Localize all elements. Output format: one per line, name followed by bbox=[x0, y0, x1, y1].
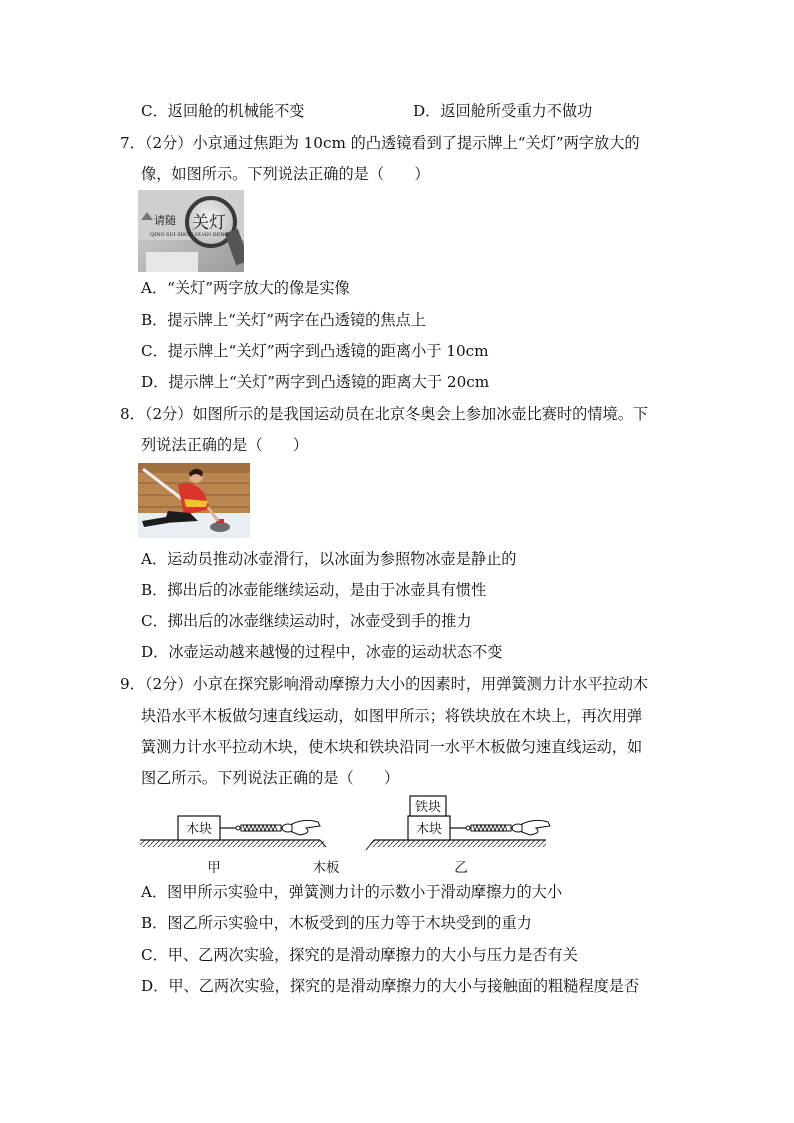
q8-stem-line2: 列说法正确的是（ ） bbox=[141, 436, 309, 454]
figure-label-jia: 甲 bbox=[207, 860, 221, 876]
svg-text:QING SUI SHOU GUAN DENG: QING SUI SHOU GUAN DENG bbox=[150, 232, 229, 238]
q7-option-d: D．提示牌上“关灯”两字到凸透镜的距离大于 20cm bbox=[141, 373, 490, 391]
q9-option-d: D．甲、乙两次实验，探究的是滑动摩擦力的大小与接触面的粗糙程度是否 bbox=[141, 977, 640, 995]
q8-option-d: D．冰壶运动越来越慢的过程中，冰壶的运动状态不变 bbox=[141, 643, 503, 661]
q8-option-c: C．掷出后的冰壶继续运动时，冰壶受到手的推力 bbox=[141, 612, 472, 630]
wood-block-right-label: 木块 bbox=[415, 822, 443, 837]
q9-stem-line4: 图乙所示。下列说法正确的是（ ） bbox=[141, 769, 400, 787]
figure-label-yi: 乙 bbox=[454, 860, 468, 876]
q7-stem-line2: 像，如图所示。下列说法正确的是（ ） bbox=[141, 165, 430, 183]
q6-option-d: D．返回舱所受重力不做功 bbox=[413, 102, 593, 120]
q7-option-c: C．提示牌上“关灯”两字到凸透镜的距离小于 10cm bbox=[141, 342, 489, 360]
q7-stem-line1: 7．（2分）小京通过焦距为 10cm 的凸透镜看到了提示牌上“关灯”两字放大的 bbox=[120, 134, 640, 152]
q8-option-a: A．运动员推动冰壶滑行，以冰面为参照物冰壶是静止的 bbox=[141, 550, 517, 568]
q7-option-a: A．“关灯”两字放大的像是实像 bbox=[141, 279, 350, 297]
spring-scale-right bbox=[450, 820, 550, 835]
q9-stem-line2: 块沿水平木板做匀速直线运动，如图甲所示；将铁块放在木块上，再次用弹 bbox=[141, 707, 643, 725]
q8-option-b: B．掷出后的冰壶能继续运动，是由于冰壶具有惯性 bbox=[141, 581, 487, 599]
q9-option-a: A．图甲所示实验中，弹簧测力计的示数小于滑动摩擦力的大小 bbox=[141, 883, 563, 901]
board-right bbox=[366, 840, 546, 850]
q9-option-c: C．甲、乙两次实验，探究的是滑动摩擦力的大小与压力是否有关 bbox=[141, 946, 578, 964]
q8-stem-line1: 8．（2分）如图所示的是我国运动员在北京冬奥会上参加冰壶比赛时的情境。下 bbox=[120, 405, 649, 423]
q9-stem-line1: 9．（2分）小京在探究影响滑动摩擦力大小的因素时，用弹簧测力计水平拉动木 bbox=[120, 675, 649, 693]
q6-option-c: C．返回舱的机械能不变 bbox=[141, 102, 305, 120]
q9-stem-line3: 簧测力计水平拉动木块，使木块和铁块沿同一水平木板做匀速直线运动，如 bbox=[141, 738, 643, 756]
wood-block-left-label: 木块 bbox=[185, 822, 213, 837]
board-left bbox=[140, 840, 326, 847]
iron-block-label: 铁块 bbox=[414, 800, 442, 815]
svg-text:关灯: 关灯 bbox=[192, 213, 226, 233]
spring-scale-left bbox=[220, 820, 320, 835]
curling-photo bbox=[138, 463, 250, 538]
q7-option-b: B．提示牌上“关灯”两字在凸透镜的焦点上 bbox=[141, 311, 426, 329]
friction-experiment-figure bbox=[0, 790, 794, 880]
svg-text:请随: 请随 bbox=[154, 214, 176, 227]
magnifier-photo bbox=[138, 190, 244, 272]
q9-option-b: B．图乙所示实验中，木板受到的压力等于木块受到的重力 bbox=[141, 914, 532, 932]
figure-label-board: 木板 bbox=[312, 860, 340, 876]
